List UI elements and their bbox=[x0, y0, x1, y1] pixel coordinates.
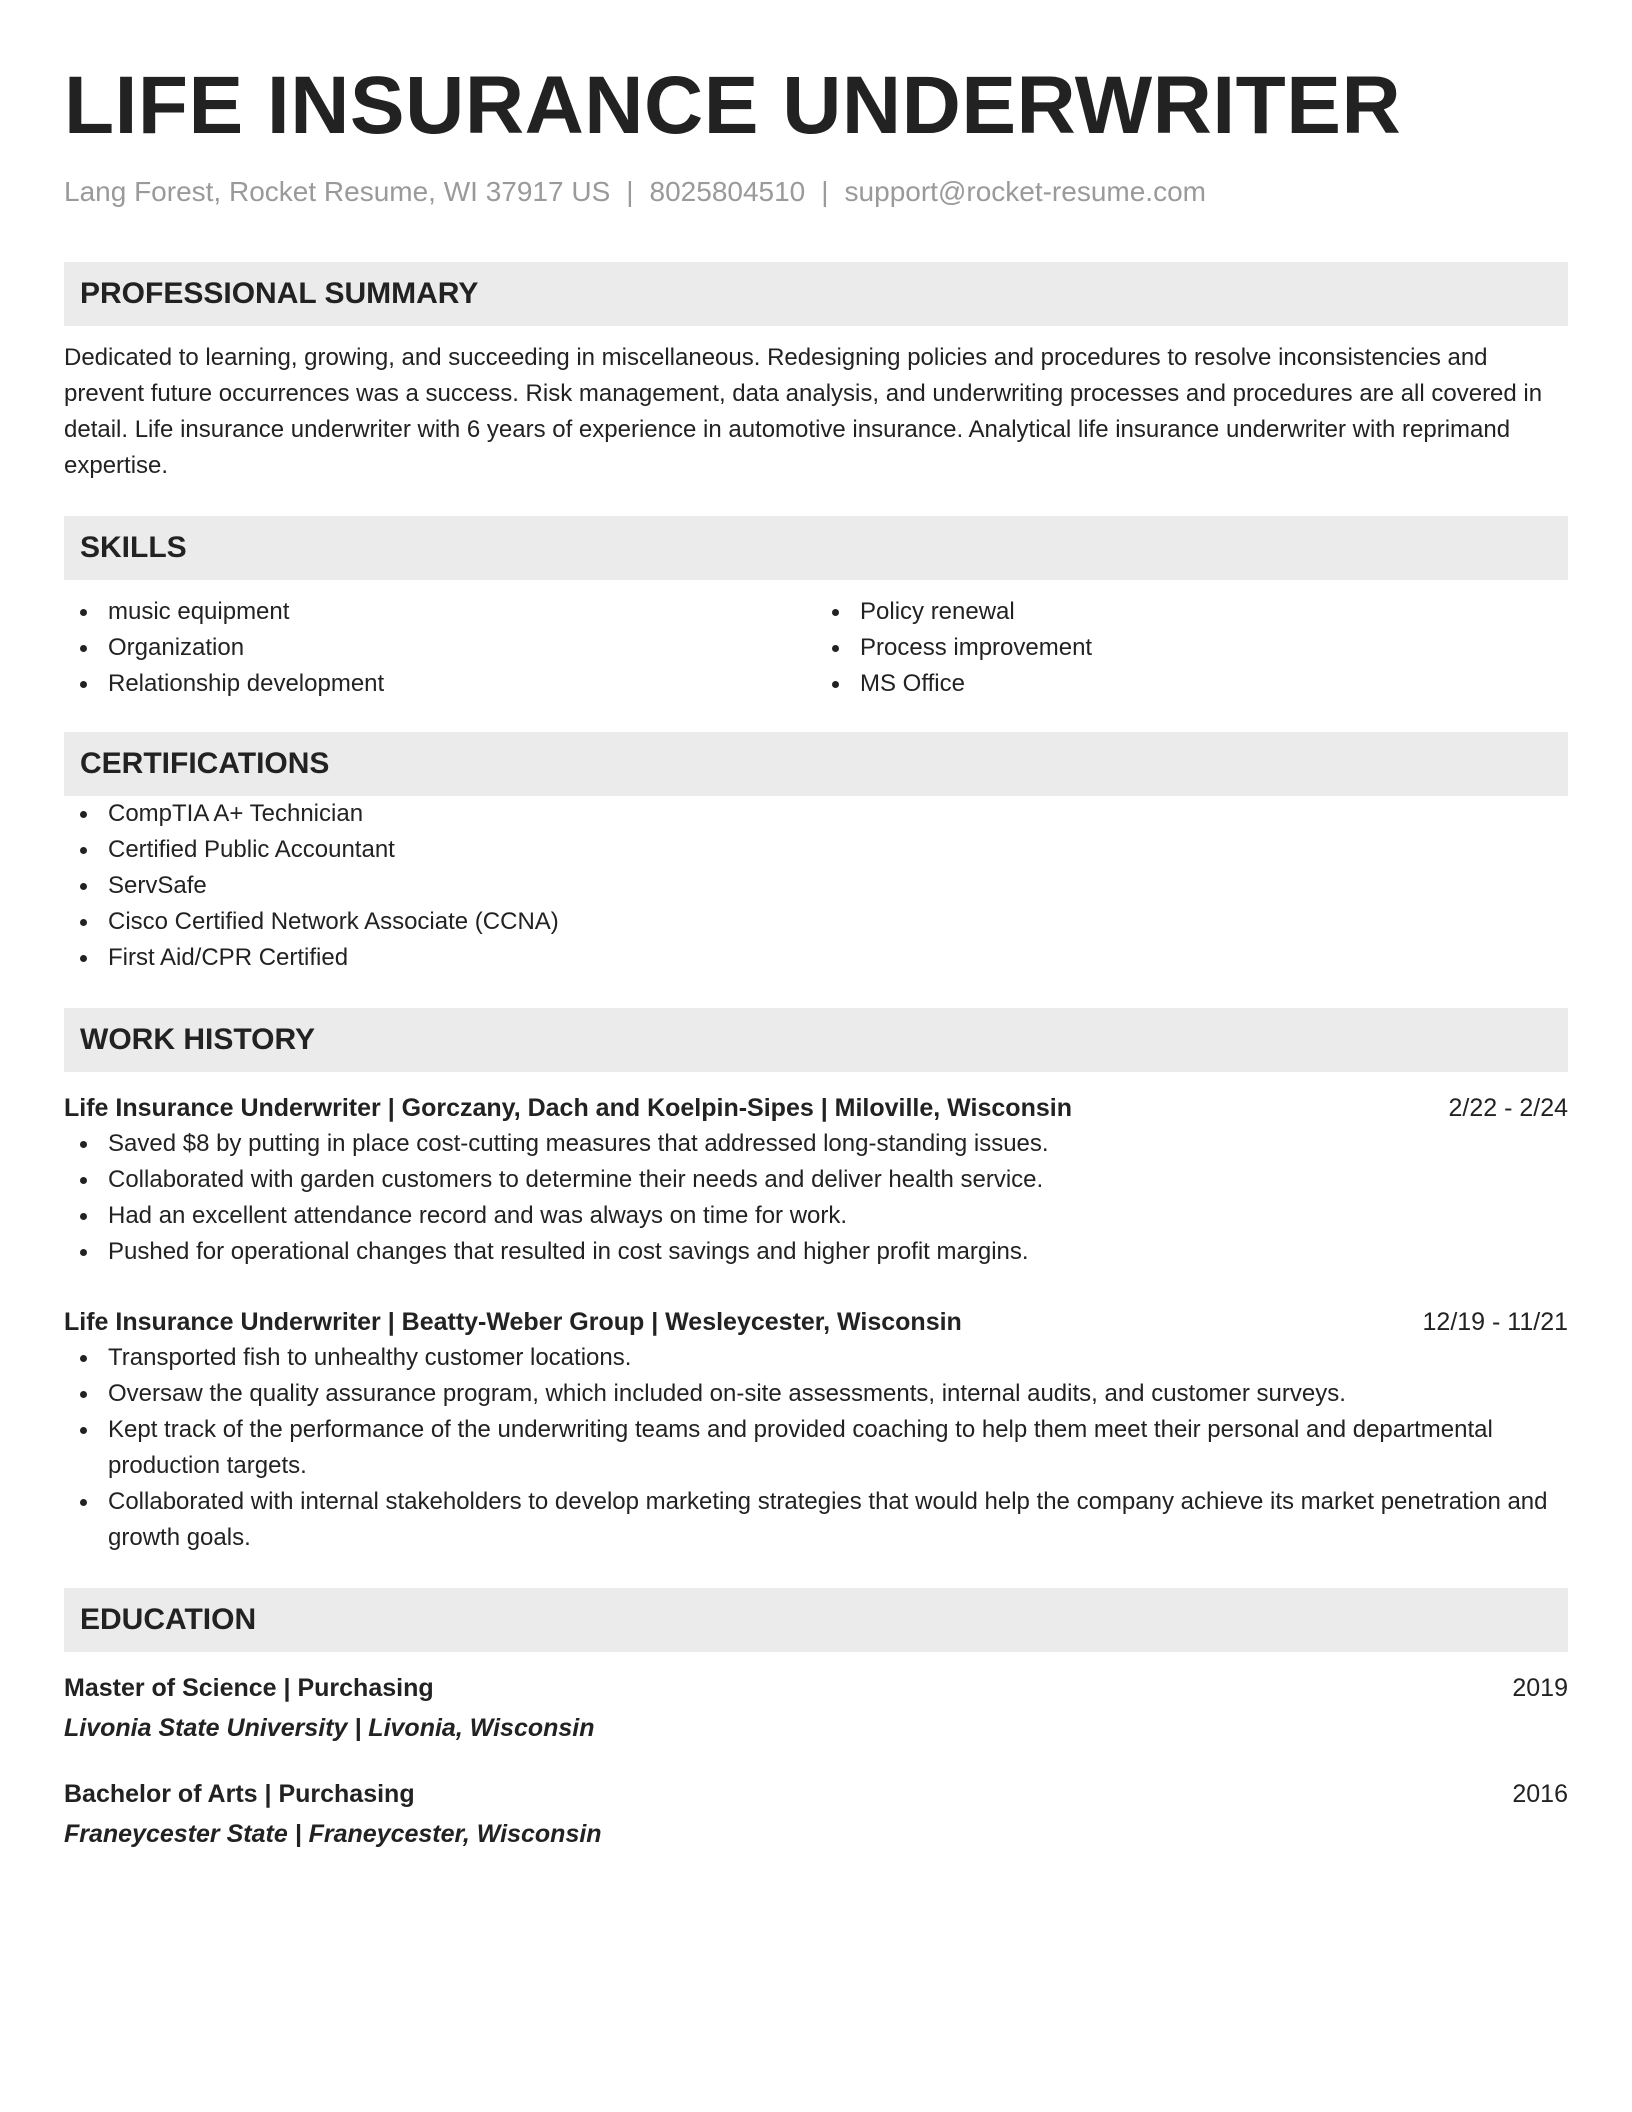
section-header-certifications: CERTIFICATIONS bbox=[64, 732, 1568, 796]
education-degree: Bachelor of Arts | Purchasing bbox=[64, 1780, 415, 1808]
contact-line bbox=[64, 174, 1568, 210]
skills-list-left bbox=[64, 594, 816, 702]
job-title: Life Insurance Underwriter | Gorczany, Dach and Koelpin-Sipes | Miloville, Wisconsin bbox=[64, 1094, 1072, 1122]
certification-item: Cisco Certified Network Associate (CCNA) bbox=[64, 904, 1568, 940]
education-heading-row bbox=[64, 1670, 1568, 1706]
contact-email: support@rocket-resume.com bbox=[844, 176, 1206, 207]
summary-text: Dedicated to learning, growing, and succeeding in miscellaneous. Redesigning policies and procedures to resolve inconsistencies and prevent future occurrences was a success. Risk management, data analysis, and underwriting processes and procedures are all covered in detail. Life insurance underwriter with 6 years of experience in automotive insurance. Analytical life insurance underwriter with reprimand expertise. bbox=[64, 344, 1543, 479]
job-bullets bbox=[64, 1126, 1568, 1270]
job-bullets bbox=[64, 1340, 1568, 1556]
skills-list-right bbox=[816, 594, 1568, 702]
education-year: 2019 bbox=[1512, 1674, 1568, 1702]
certification-item: ServSafe bbox=[64, 868, 1568, 904]
education-school: Franeycester State | Franeycester, Wisconsin bbox=[64, 1820, 602, 1848]
job-bullet: Saved $8 by putting in place cost-cutting measures that addressed long-standing issues. bbox=[64, 1126, 1568, 1162]
job-bullet: Collaborated with internal stakeholders to develop marketing strategies that would help the company achieve its market penetration and growth goals. bbox=[64, 1484, 1568, 1556]
section-header-skills: SKILLS bbox=[64, 516, 1568, 580]
job-entry bbox=[64, 1304, 1568, 1556]
skills-column-right bbox=[816, 594, 1568, 702]
education-school: Livonia State University | Livonia, Wisconsin bbox=[64, 1714, 595, 1742]
job-entry bbox=[64, 1090, 1568, 1270]
skill-item: Process improvement bbox=[816, 630, 1568, 666]
certification-item: CompTIA A+ Technician bbox=[64, 796, 1568, 832]
education-heading-row bbox=[64, 1776, 1568, 1812]
job-dates: 12/19 - 11/21 bbox=[1422, 1308, 1568, 1336]
skills-column-left bbox=[64, 594, 816, 702]
job-heading-row bbox=[64, 1304, 1568, 1340]
section-header-professional-summary: PROFESSIONAL SUMMARY bbox=[64, 262, 1568, 326]
skill-item: Policy renewal bbox=[816, 594, 1568, 630]
section-header-education: EDUCATION bbox=[64, 1588, 1568, 1652]
job-bullet: Had an excellent attendance record and was always on time for work. bbox=[64, 1198, 1568, 1234]
education-degree: Master of Science | Purchasing bbox=[64, 1674, 434, 1702]
job-heading-row bbox=[64, 1090, 1568, 1126]
job-dates: 2/22 - 2/24 bbox=[1448, 1094, 1568, 1122]
education-year: 2016 bbox=[1512, 1780, 1568, 1808]
certification-item: Certified Public Accountant bbox=[64, 832, 1568, 868]
education-entry bbox=[64, 1670, 1568, 1746]
contact-phone: 8025804510 bbox=[649, 176, 806, 207]
skills-grid bbox=[64, 594, 1568, 702]
skill-item: Organization bbox=[64, 630, 816, 666]
job-bullet: Kept track of the performance of the underwriting teams and provided coaching to help them meet their personal and departmental production targets. bbox=[64, 1412, 1568, 1484]
resume-name-heading: LIFE INSURANCE UNDERWRITER bbox=[64, 60, 1402, 151]
skill-item: music equipment bbox=[64, 594, 816, 630]
certification-item: First Aid/CPR Certified bbox=[64, 940, 1568, 976]
job-bullet: Oversaw the quality assurance program, which included on-site assessments, internal audits, and customer surveys. bbox=[64, 1376, 1568, 1412]
job-bullet: Transported fish to unhealthy customer locations. bbox=[64, 1340, 1568, 1376]
skill-item: MS Office bbox=[816, 666, 1568, 702]
contact-address: Lang Forest, Rocket Resume, WI 37917 US bbox=[64, 176, 611, 207]
certifications-list bbox=[64, 796, 1568, 976]
job-bullet: Collaborated with garden customers to determine their needs and deliver health service. bbox=[64, 1162, 1568, 1198]
contact-separator: | bbox=[626, 176, 634, 207]
contact-separator: | bbox=[821, 176, 829, 207]
skill-item: Relationship development bbox=[64, 666, 816, 702]
job-bullet: Pushed for operational changes that resulted in cost savings and higher profit margins. bbox=[64, 1234, 1568, 1270]
section-header-work-history: WORK HISTORY bbox=[64, 1008, 1568, 1072]
job-title: Life Insurance Underwriter | Beatty-Weber Group | Wesleycester, Wisconsin bbox=[64, 1308, 962, 1336]
education-entry bbox=[64, 1776, 1568, 1852]
